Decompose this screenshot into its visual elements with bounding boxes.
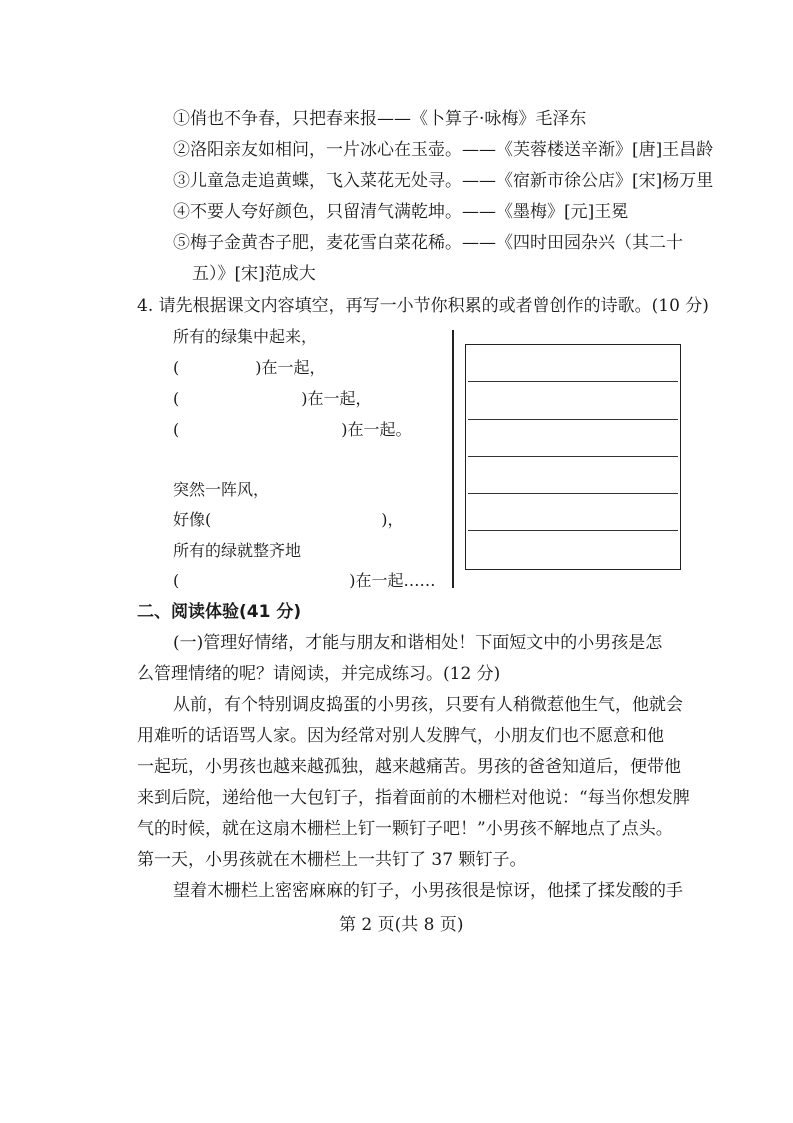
poem-item-1 xyxy=(173,107,586,131)
fill-blank-1[interactable]: ( )在一起， xyxy=(173,358,326,377)
poem-item-3 xyxy=(173,169,713,193)
poem-text: 洛阳亲友如相问，一片冰心在玉壶。——《芙蓉楼送辛渐》[唐]王昌龄 xyxy=(190,140,714,160)
poem-line-1: 所有的绿集中起来， xyxy=(173,327,318,346)
passage-line: 望着木栅栏上密密麻麻的钉子，小男孩很是惊讶，他揉了揉发酸的手 xyxy=(173,881,683,901)
poem-text: 儿童急走追黄蝶，飞入菜花无处寻。——《宿新市徐公店》[宋]杨万里 xyxy=(190,171,714,191)
passage-line: 一起玩，小男孩也越来越孤独，越来越痛苦。男孩的爸爸知道后，便带他 xyxy=(137,757,681,777)
passage-line: 第一天，小男孩就在木栅栏上一共钉了 37 颗钉子。 xyxy=(137,850,527,870)
writing-line xyxy=(468,456,678,457)
fill-blank-2[interactable]: ( )在一起， xyxy=(173,389,372,408)
reading-intro-line-1: (一)管理好情绪，才能与朋友和谐相处！下面短文中的小男孩是怎 xyxy=(173,633,663,653)
fill-blank-3[interactable]: ( )在一起。 xyxy=(173,420,412,439)
poem-line-5: 突然一阵风， xyxy=(173,480,270,499)
writing-line xyxy=(468,493,678,494)
poem-number: ③ xyxy=(173,171,190,191)
poem-number: ② xyxy=(173,140,190,160)
poem-text: 俏也不争春，只把春来报——《卜算子·咏梅》毛泽东 xyxy=(190,109,587,129)
vertical-divider xyxy=(452,330,454,588)
writing-line xyxy=(468,530,678,531)
poem-writing-box[interactable] xyxy=(465,344,681,570)
poem-number: ① xyxy=(173,109,190,129)
poem-text: 梅子金黄杏子肥，麦花雪白菜花稀。——《四时田园杂兴（其二十 xyxy=(190,233,683,253)
poem-line-7: 所有的绿就整齐地 xyxy=(173,541,302,560)
passage-line: 来到后院，递给他一大包钉子，指着面前的木栅栏对他说：“每当你想发脾 xyxy=(137,788,690,808)
poem-item-2 xyxy=(173,138,713,162)
poem-item-4 xyxy=(173,200,628,224)
fill-blank-4[interactable]: 好像( )， xyxy=(173,510,404,529)
poem-item-5-continued: 五）》[宋]范成大 xyxy=(192,264,316,284)
reading-intro-line-2: 么管理情绪的呢？请阅读，并完成练习。(12 分) xyxy=(137,664,501,684)
passage-line: 用难听的话语骂人家。因为经常对别人发脾气，小朋友们也不愿意和他 xyxy=(137,726,664,746)
page-number: 第 2 页(共 8 页) xyxy=(339,915,464,935)
poem-item-5 xyxy=(173,231,683,255)
poem-text: 不要人夸好颜色，只留清气满乾坤。——《墨梅》[元]王冕 xyxy=(190,202,629,222)
poem-number: ⑤ xyxy=(173,233,190,253)
question-4-title: 4. 请先根据课文内容填空，再写一小节你积累的或者曾创作的诗歌。(10 分) xyxy=(137,296,709,316)
poem-number: ④ xyxy=(173,202,190,222)
section-2-title: 二、阅读体验(41 分) xyxy=(137,602,302,622)
fill-blank-5[interactable]: ( )在一起…… xyxy=(173,571,436,590)
writing-line xyxy=(468,419,678,420)
writing-line xyxy=(468,381,678,382)
passage-line: 气的时候，就在这扇木栅栏上钉一颗钉子吧！”小男孩不解地点了点头。 xyxy=(137,819,673,839)
passage-line: 从前，有个特别调皮捣蛋的小男孩，只要有人稍微惹他生气，他就会 xyxy=(173,695,683,715)
